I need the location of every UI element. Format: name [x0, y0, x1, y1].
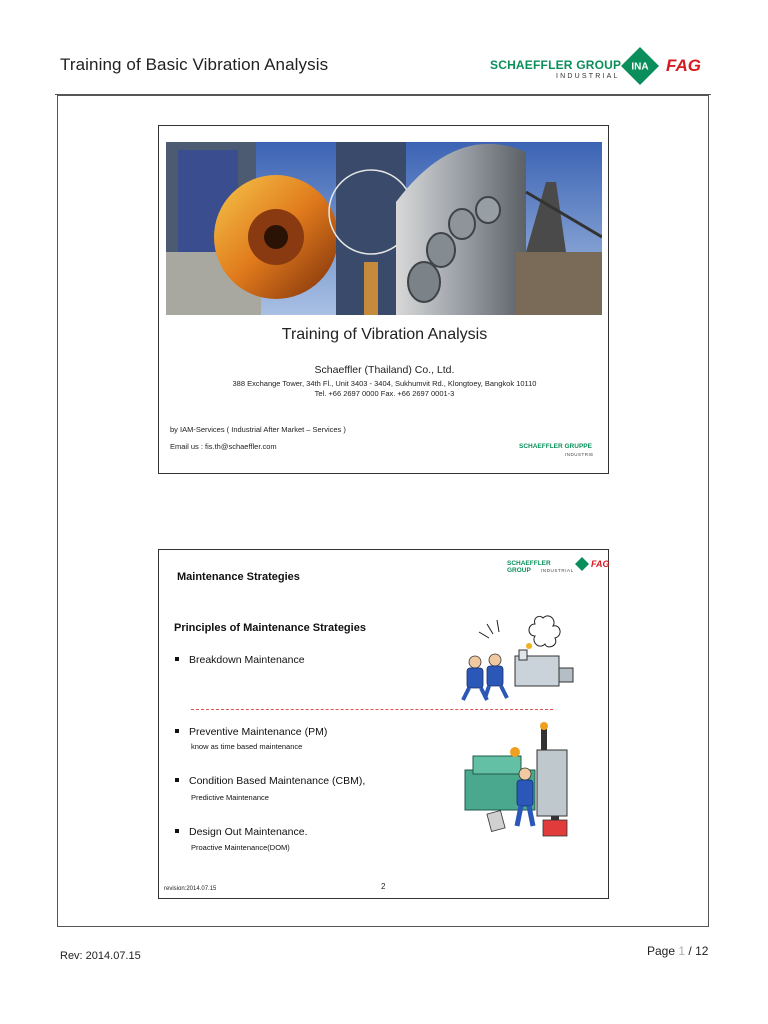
company-name: Schaeffler (Thailand) Co., Ltd. — [314, 364, 455, 376]
slide-2-fag-text: FAG — [591, 559, 610, 569]
bullet-square-icon — [175, 778, 179, 782]
slide-2-brand-text: SCHAEFFLER GROUP — [507, 560, 551, 574]
page-total: 12 — [695, 944, 709, 958]
page-separator: / — [688, 944, 692, 958]
brand-fag-text: FAG — [666, 56, 701, 75]
page-indicator — [647, 944, 708, 958]
presenter-line: by IAM-Services ( Industrial After Market – Services ) — [170, 425, 346, 434]
contact-email: Email us : fis.th@schaeffler.com — [170, 442, 277, 451]
bullet-square-icon — [175, 829, 179, 833]
bullet-breakdown: Breakdown Maintenance — [175, 654, 305, 666]
footer-revision: Rev: 2014.07.15 — [60, 950, 141, 962]
page-current: 1 — [678, 944, 686, 958]
document-title: Training of Basic Vibration Analysis — [60, 55, 329, 74]
breakdown-cartoon-illustration — [457, 612, 575, 708]
slide-2-heading: Maintenance Strategies — [177, 571, 300, 583]
maintenance-cartoon-illustration — [459, 720, 577, 842]
slide-title: Training of Vibration Analysis — [281, 326, 488, 343]
bullet-square-icon — [175, 729, 179, 733]
bullet-preventive: Preventive Maintenance (PM) — [175, 726, 327, 738]
bullet-design-out: Design Out Maintenance. — [175, 826, 307, 838]
bullet-square-icon — [175, 657, 179, 661]
ina-diamond-small-icon — [575, 557, 589, 571]
dashed-divider — [191, 709, 553, 710]
schaeffler-gruppe-subtext: INDUSTRIE — [565, 452, 594, 457]
industrial-collage-image — [166, 142, 602, 315]
schaeffler-gruppe-logo: SCHAEFFLER GRUPPE — [519, 443, 592, 450]
bullet-condition-based: Condition Based Maintenance (CBM), — [175, 775, 365, 787]
bullet-preventive-note: know as time based maintenance — [191, 742, 303, 751]
schaeffler-brand-logo — [490, 46, 712, 88]
slide-2-number: 2 — [381, 882, 386, 891]
page-label: Page — [647, 944, 676, 958]
slide-2 — [158, 549, 609, 899]
company-phone: Tel. +66 2697 0000 Fax. +66 2697 0001-3 — [314, 389, 455, 398]
ina-logo-text: INA — [631, 61, 649, 73]
slide-2-revision: revision:2014.07.15 — [164, 886, 217, 892]
bullet-design-out-note: Proactive Maintenance(DOM) — [191, 843, 290, 852]
bullet-condition-based-note: Predictive Maintenance — [191, 793, 269, 802]
brand-industrial-text: INDUSTRIAL — [556, 73, 620, 80]
company-address: 388 Exchange Tower, 34th Fl., Unit 3403 - 3404, Sukhumvit Rd., Klongtoey, Bangkok 10110 — [232, 379, 537, 388]
ina-diamond-logo — [620, 46, 660, 86]
brand-schaeffler-text: SCHAEFFLER GROUP — [490, 58, 622, 72]
slide-2-subheading: Principles of Maintenance Strategies — [174, 622, 366, 634]
slide-1 — [158, 125, 609, 474]
slide-2-industrial-text: INDUSTRIAL — [541, 568, 574, 573]
